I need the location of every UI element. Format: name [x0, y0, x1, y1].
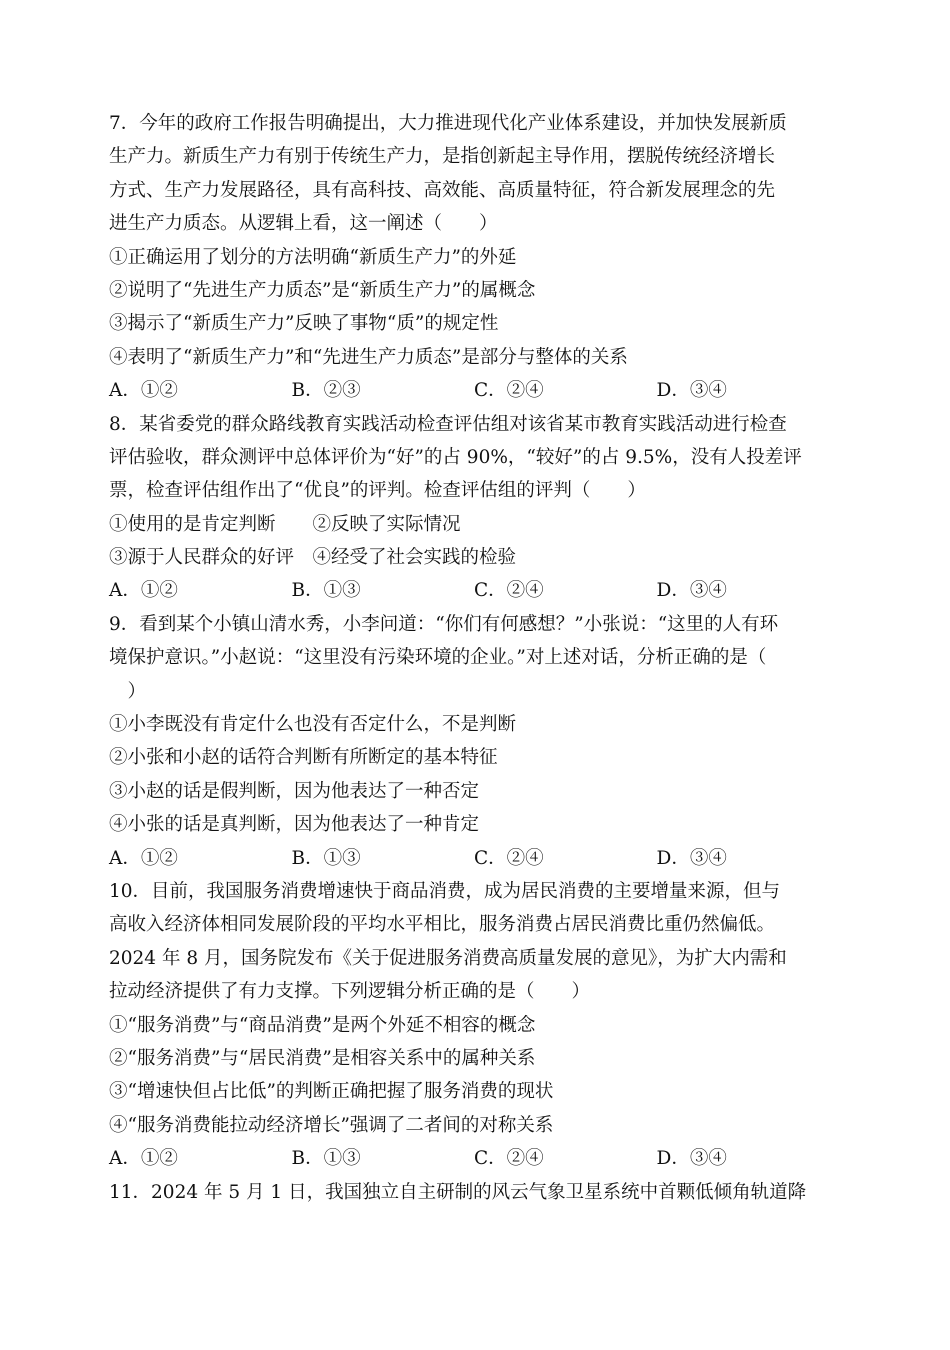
answer-options: [109, 1142, 839, 1175]
question-stem-line: 生产力。新质生产力有别于传统生产力，是指创新起主导作用，摆脱传统经济增长: [109, 146, 776, 168]
question-stem-line: 高收入经济体相同发展阶段的平均水平相比，服务消费占居民消费比重仍然偏低。: [109, 914, 776, 936]
question-block: [109, 107, 839, 408]
answer-option[interactable]: A．①②: [109, 380, 178, 402]
question-stem-line: 2024 年 8 月，国务院发布《关于促进服务消费高质量发展的意见》，为扩大内需和: [109, 947, 787, 969]
answer-option[interactable]: B．①③: [291, 847, 361, 869]
answer-option[interactable]: C．②④: [474, 380, 544, 402]
statement-line: ③源于人民群众的好评 ④经受了社会实践的检验: [109, 547, 517, 569]
answer-option[interactable]: C．②④: [474, 1148, 544, 1170]
question-stem-line: 境保护意识。”小赵说：“这里没有污染环境的企业。”对上述对话，分析正确的是（: [109, 647, 767, 669]
answer-option[interactable]: D．③④: [656, 580, 727, 602]
statement-line: ①小李既没有肯定什么也没有否定什么，不是判断: [109, 714, 517, 736]
statement-line: ①“服务消费”与“商品消费”是两个外延不相容的概念: [109, 1014, 536, 1036]
question-block: [109, 1176, 839, 1209]
answer-option[interactable]: A．①②: [109, 1148, 178, 1170]
question-stem-line: 11．2024 年 5 月 1 日，我国独立自主研制的风云气象卫星系统中首颗低倾角轨道降: [109, 1181, 807, 1203]
answer-option[interactable]: A．①②: [109, 580, 178, 602]
question-stem-line: 7．今年的政府工作报告明确提出，大力推进现代化产业体系建设，并加快发展新质: [109, 113, 787, 134]
answer-options: [109, 842, 839, 875]
statement-line: ④表明了“新质生产力”和“先进生产力质态”是部分与整体的关系: [109, 346, 628, 368]
question-stem-line: 进生产力质态。从逻辑上看，这一阐述（ ）: [109, 213, 498, 235]
question-list: [109, 107, 839, 1209]
question-stem-line: ）: [109, 680, 147, 702]
statement-line: ④小张的话是真判断，因为他表达了一种肯定: [109, 814, 480, 836]
answer-options: [109, 374, 839, 407]
question-block: [109, 608, 839, 875]
statement-line: ④“服务消费能拉动经济增长”强调了二者间的对称关系: [109, 1114, 554, 1136]
answer-option[interactable]: C．②④: [474, 847, 544, 869]
question-block: [109, 875, 839, 1176]
question-stem-line: 拉动经济提供了有力支撑。下列逻辑分析正确的是（ ）: [109, 981, 591, 1003]
question-stem-line: 9．看到某个小镇山清水秀，小李问道：“你们有何感想？”小张说：“这里的人有环: [109, 613, 779, 635]
statement-line: ②小张和小赵的话符合判断有所断定的基本特征: [109, 747, 498, 769]
question-stem-line: 10．目前，我国服务消费增速快于商品消费，成为居民消费的主要增量来源，但与: [109, 880, 781, 902]
answer-option[interactable]: D．③④: [656, 380, 727, 402]
answer-option[interactable]: A．①②: [109, 847, 178, 869]
statement-line: ③“增速快但占比低”的判断正确把握了服务消费的现状: [109, 1081, 554, 1103]
answer-option[interactable]: D．③④: [656, 847, 727, 869]
answer-option[interactable]: B．②③: [291, 380, 361, 402]
statement-line: ③揭示了“新质生产力”反映了事物“质”的规定性: [109, 313, 499, 335]
question-stem-line: 8．某省委党的群众路线教育实践活动检查评估组对该省某市教育实践活动进行检查: [109, 413, 787, 435]
statement-line: ②“服务消费”与“居民消费”是相容关系中的属种关系: [109, 1047, 536, 1069]
answer-options: [109, 574, 839, 607]
question-stem-line: 票，检查评估组作出了“优良”的评判。检查评估组的评判（ ）: [109, 480, 646, 502]
statement-line: ②说明了“先进生产力质态”是“新质生产力”的属概念: [109, 279, 536, 301]
statement-line: ①使用的是肯定判断 ②反映了实际情况: [109, 513, 461, 535]
question-stem-line: 方式、生产力发展路径，具有高科技、高效能、高质量特征，符合新发展理念的先: [109, 179, 776, 201]
statement-line: ③小赵的话是假判断，因为他表达了一种否定: [109, 780, 480, 802]
answer-option[interactable]: C．②④: [474, 580, 544, 602]
statement-line: ①正确运用了划分的方法明确“新质生产力”的外延: [109, 246, 517, 268]
answer-option[interactable]: B．①③: [291, 1148, 361, 1170]
answer-option[interactable]: B．①③: [291, 580, 361, 602]
question-block: [109, 408, 839, 608]
answer-option[interactable]: D．③④: [656, 1148, 727, 1170]
question-stem-line: 评估验收，群众测评中总体评价为“好”的占 90%，“较好”的占 9.5%，没有人投差评: [109, 446, 802, 468]
